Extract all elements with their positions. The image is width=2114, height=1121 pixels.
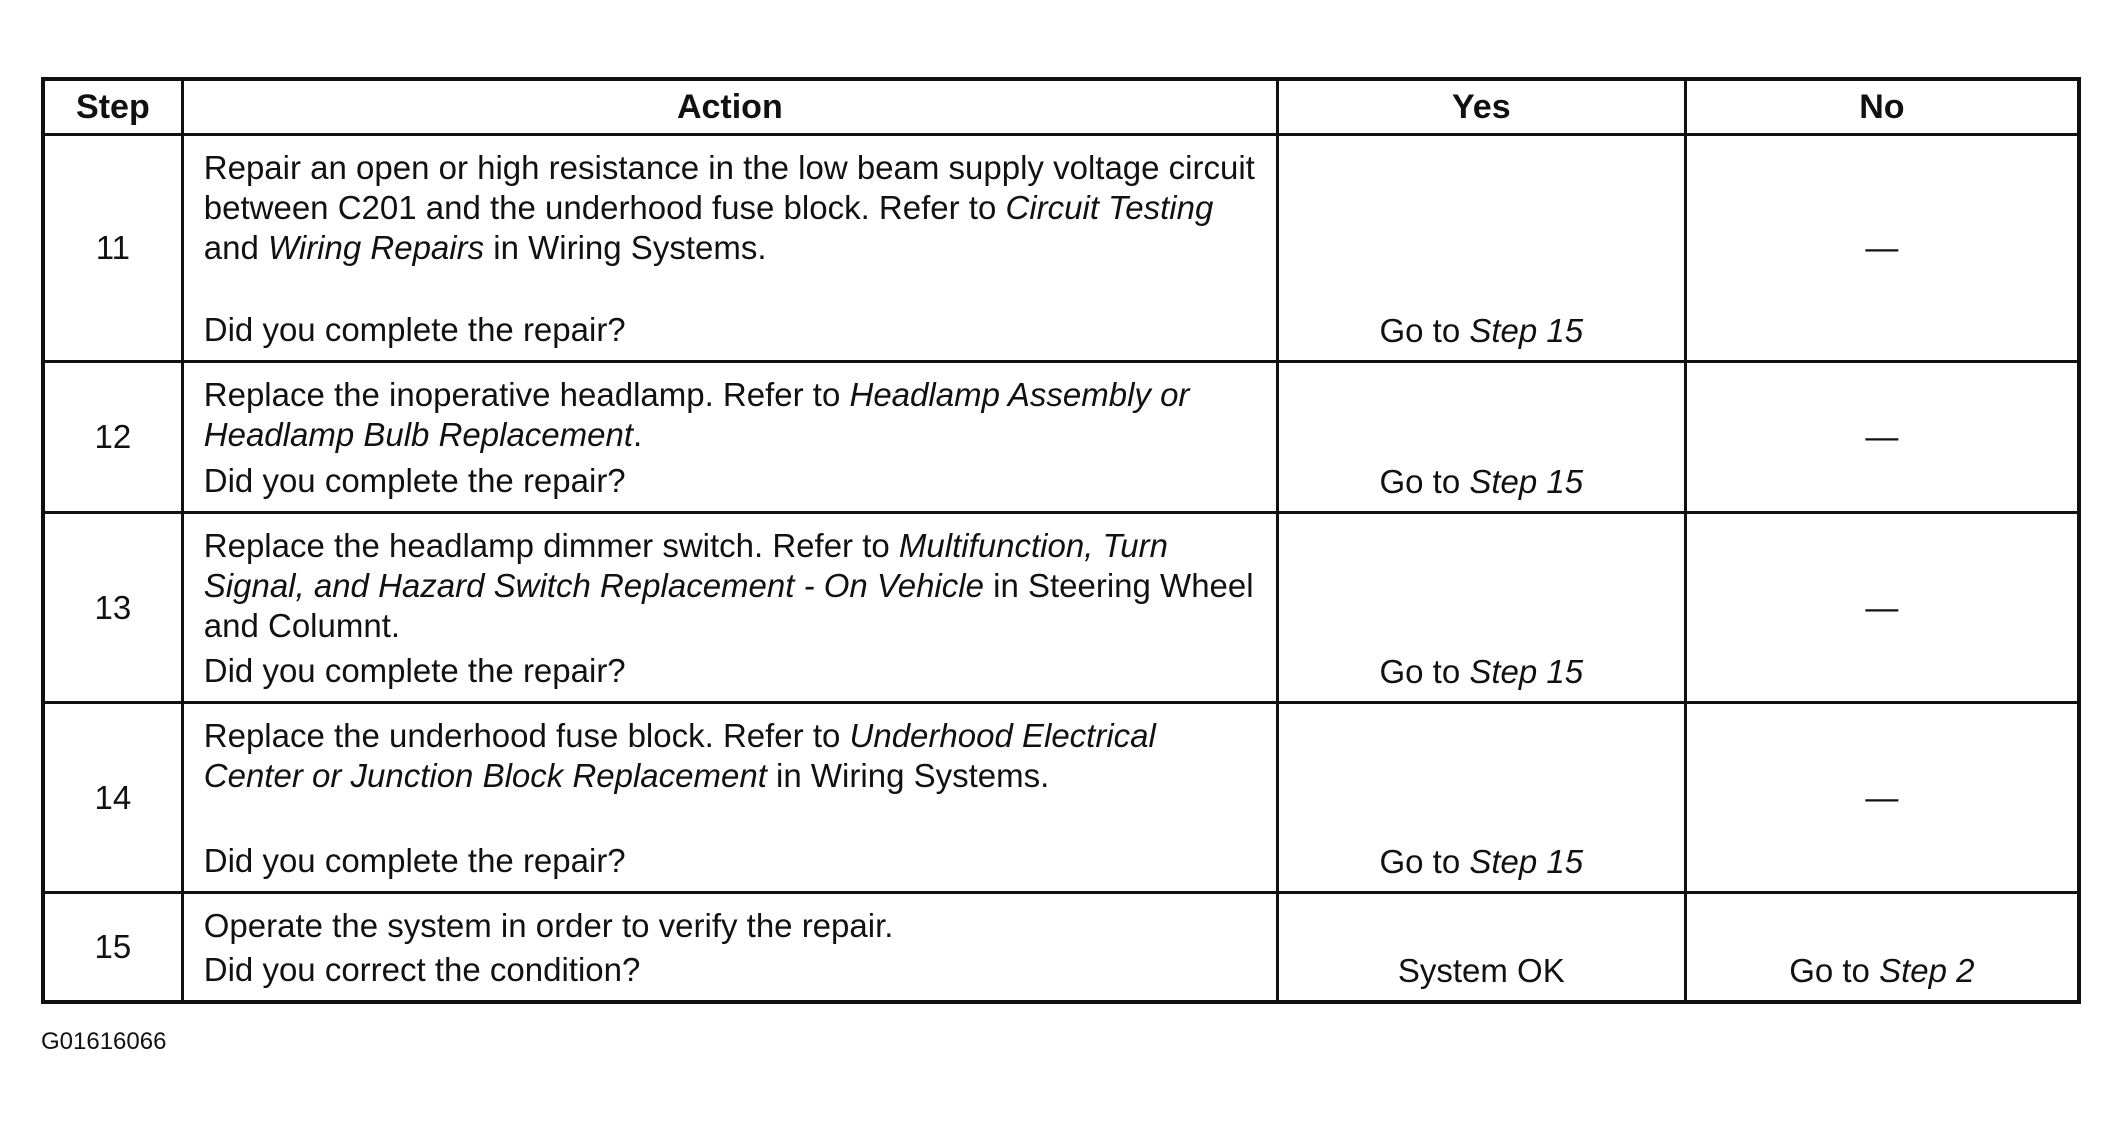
no-result: [1685, 135, 2079, 362]
no-result: [1685, 362, 2079, 513]
system-ok-text: System OK: [1397, 952, 1565, 989]
action-text: Replace the headlamp dimmer switch. Refer to Multifunction, Turn Signal, and Hazard Switch Replacement - On Vehicle in Steering Wheel and Columnt.: [203, 527, 1254, 644]
step-number: 15: [43, 893, 182, 1003]
dash-text: —: [1865, 588, 1899, 626]
action-question: Did you correct the condition?: [203, 951, 641, 988]
action-text: Repair an open or high resistance in the low beam supply voltage circuit between C201 and the underhood fuse block. Refer to Circuit Testing and Wiring Repairs in Wiring Systems.: [203, 149, 1255, 266]
action-question: Did you complete the repair?: [203, 652, 626, 689]
table-row: [43, 893, 2079, 1003]
step-number: 12: [43, 362, 182, 513]
action-text: Replace the inoperative headlamp. Refer to Headlamp Assembly or Headlamp Bulb Replacement.: [203, 376, 1190, 453]
action-cell: [182, 893, 1277, 1003]
header-yes: Yes: [1277, 79, 1685, 135]
step-reference-link[interactable]: Step 15: [1469, 843, 1584, 880]
header-no: No: [1685, 79, 2079, 135]
table-row: [43, 362, 2079, 513]
dash-text: —: [1865, 418, 1899, 455]
header-action: Action: [182, 79, 1277, 135]
step-number: 14: [43, 703, 182, 893]
action-question: Did you complete the repair?: [203, 842, 626, 879]
table-row: [43, 703, 2079, 893]
action-cell: [182, 513, 1277, 703]
diagnostic-table: [41, 77, 2081, 1004]
figure-id: G01616066: [41, 1028, 167, 1055]
yes-result: Go to Step 15: [1277, 362, 1685, 513]
header-row: [43, 79, 2079, 135]
header-step: Step: [43, 79, 182, 135]
yes-result: Go to Step 15: [1277, 135, 1685, 362]
yes-result: [1277, 893, 1685, 1003]
step-reference-link[interactable]: Step 2: [1879, 952, 1975, 989]
step-reference-link[interactable]: Step 15: [1469, 463, 1584, 500]
step-reference-link[interactable]: Step 15: [1469, 312, 1584, 349]
dash-text: —: [1865, 778, 1899, 816]
yes-result: Go to Step 15: [1277, 513, 1685, 703]
action-cell: [182, 703, 1277, 893]
table-row: [43, 513, 2079, 703]
action-text: Operate the system in order to verify the repair.: [203, 907, 894, 944]
table-row: [43, 135, 2079, 362]
action-text: Replace the underhood fuse block. Refer to Underhood Electrical Center or Junction Block Replacement in Wiring Systems.: [203, 717, 1156, 794]
yes-result: Go to Step 15: [1277, 703, 1685, 893]
action-cell: [182, 135, 1277, 362]
no-result: [1685, 703, 2079, 893]
step-number: 11: [43, 135, 182, 362]
no-result: Go to Step 2: [1685, 893, 2079, 1003]
action-question: Did you complete the repair?: [203, 462, 626, 499]
dash-text: —: [1865, 229, 1899, 266]
step-reference-link[interactable]: Step 15: [1469, 653, 1584, 690]
action-question: Did you complete the repair?: [203, 311, 626, 348]
action-cell: [182, 362, 1277, 513]
step-number: 13: [43, 513, 182, 703]
no-result: [1685, 513, 2079, 703]
